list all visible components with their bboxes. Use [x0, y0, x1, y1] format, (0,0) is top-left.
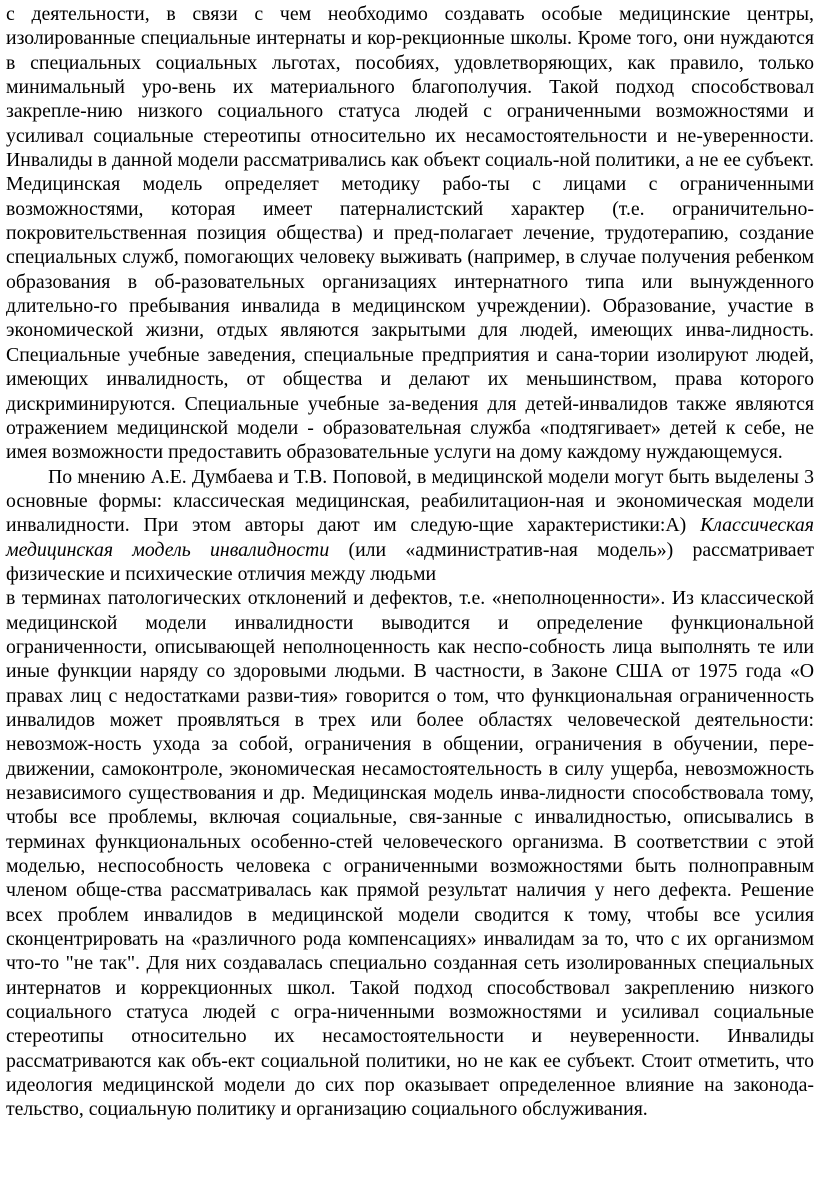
paragraph-functional-limitation: в терминах патологических отклонений и дефектов, т.е. «неполноценности». Из классической медицинской модели инвалидности выводится и определение функциональной ограниченности, описывающей неполноценность как неспо-собность лица выполнять те или иные функции наряду со здоровыми людьми. В частности, в Законе США от 1975 года «О правах лиц с недостатками разви-тия» говорится о том, что функциональная ограниченность инвалидов может проявляться в трех или более областях человеческой деятельности: невозмож-ность ухода за собой, ограничения в общении, ограничения в обучении, пере-движении, самоконтроле, экономическая несамостоятельность в силу ущерба, невозможность независимого существования и др. Медицинская модель инва-лидности способствовала тому, чтобы все проблемы, включая социальные, свя-занные с инвалидностью, описывались в терминах функциональных особенно-стей человеческого организма. В соответствии с этой моделью, неспособность человека с ограниченными возможностями быть полноправным членом обще-ства рассматривалась как прямой результат наличия у него дефекта. Решение всех проблем инвалидов в медицинской модели сводится к тому, чтобы все усилия сконцентрировать на «различного рода компенсациях» инвалидам за то, что с их организмом что-то "не так". Для них создавалась специально созданная сеть изолированных специальных интернатов и коррекционных школ. Такой подход способствовал закреплению низкого социального статуса людей с огра-ниченными возможностями и усиливал социальные стереотипы относительно их несамостоятельности и неуверенности. Инвалиды рассматриваются как объ-ект социальной политики, но не как ее субъект. Стоит отметить, что идеология медицинской модели до сих пор оказывает определенное влияние на законода-тельство, социальную политику и организацию социального обслуживания.: [6, 587, 814, 1121]
paragraph-forms-of-medical-model: [6, 465, 814, 587]
classical-model-term: Классическая медицинская модель инвалидности: [6, 514, 814, 561]
paragraph-forms-text-start: По мнению А.Е. Думбаева и Т.В. Поповой, в медицинской модели могут быть выделены 3 основные формы: классическая медицинская, реабилитацион-ная и экономическая модели инвалидности. При этом авторы дают им следую-щие характеристики:А): [6, 465, 814, 537]
paragraph-medical-model-continuation: с деятельности, в связи с чем необходимо создавать особые медицинские центры, изолированные специальные интернаты и кор-рекционные школы. Кроме того, они нуждаются в специальных социальных льготах, пособиях, удовлетворяющих, как правило, только минимальный уро-вень их материального благополучия. Такой подход способствовал закрепле-нию низкого социального статуса людей с ограниченными возможностями и усиливал социальные стереотипы относительно их несамостоятельности и не-уверенности. Инвалиды в данной модели рассматривались как объект социаль-ной политики, а не ее субъект. Медицинская модель определяет методику рабо-ты с лицами с ограниченными возможностями, которая имеет патерналистский характер (т.е. ограничительно-покровительственная позиция общества) и пред-полагает лечение, трудотерапию, создание специальных служб, помогающих человеку выживать (например, в случае получения ребенком образования в об-разовательных организациях интернатного типа или вынужденного длительно-го пребывания инвалида в медицинском учреждении). Образование, участие в экономической жизни, отдых являются закрытыми для людей, имеющих инва-лидность. Специальные учебные заведения, специальные предприятия и сана-тории изолируют людей, имеющих инвалидность, от общества и делают их меньшинством, права которого дискриминируются. Специальные учебные за-ведения для детей-инвалидов также являются отражением медицинской модели - образовательная служба «подтягивает» детей к себе, не имея возможности предоставить образовательные услуги на дому каждому нуждающемуся.: [6, 3, 815, 464]
document-body: [6, 2, 814, 1122]
paragraph-forms-text-end: (или «административ-ная модель») рассматривает физические и психические отличия между людьми: [6, 538, 814, 585]
